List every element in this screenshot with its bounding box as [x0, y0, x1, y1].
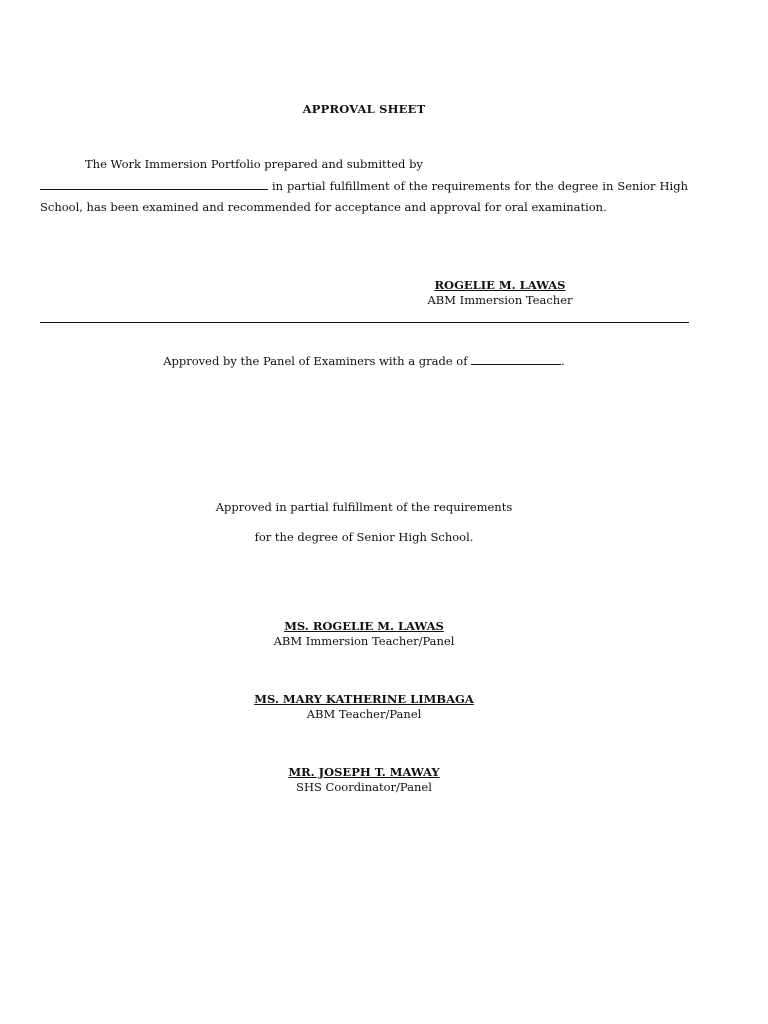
- student-name-blank: [40, 177, 268, 190]
- grade-text: Approved by the Panel of Examiners with a grade of: [163, 354, 468, 368]
- panel-role: SHS Coordinator/Panel: [296, 780, 432, 794]
- panel-name: MS. MARY KATHERINE LIMBAGA: [254, 692, 474, 706]
- panel-name: MS. ROGELIE M. LAWAS: [284, 619, 444, 633]
- panel-role: ABM Immersion Teacher/Panel: [273, 634, 455, 648]
- grade-blank: [471, 353, 561, 365]
- grade-statement: [0, 353, 728, 368]
- panel-name: MR. JOSEPH T. MAWAY: [288, 765, 440, 779]
- panel-signature-1: [0, 619, 728, 649]
- teacher-signature-block: [400, 278, 600, 308]
- teacher-name: ROGELIE M. LAWAS: [434, 278, 566, 292]
- teacher-role: ABM Immersion Teacher: [427, 293, 573, 307]
- horizontal-divider: [40, 322, 689, 323]
- approval-line-1: Approved in partial fulfillment of the requirements: [215, 500, 513, 514]
- approval-line-2: for the degree of Senior High School.: [254, 530, 474, 544]
- intro-paragraph: [40, 154, 688, 219]
- panel-role: ABM Teacher/Panel: [306, 707, 422, 721]
- grade-end: .: [561, 354, 565, 368]
- panel-signature-2: [0, 692, 728, 722]
- paragraph-rest: in partial fulfillment of the requirements for the degree in Senior High School, has been examined and recommended for acceptance and approval for oral examination.: [40, 178, 688, 214]
- page-title: APPROVAL SHEET: [302, 102, 426, 116]
- paragraph-lead: The Work Immersion Portfolio prepared and submitted by: [85, 157, 423, 171]
- panel-signature-3: [0, 765, 728, 795]
